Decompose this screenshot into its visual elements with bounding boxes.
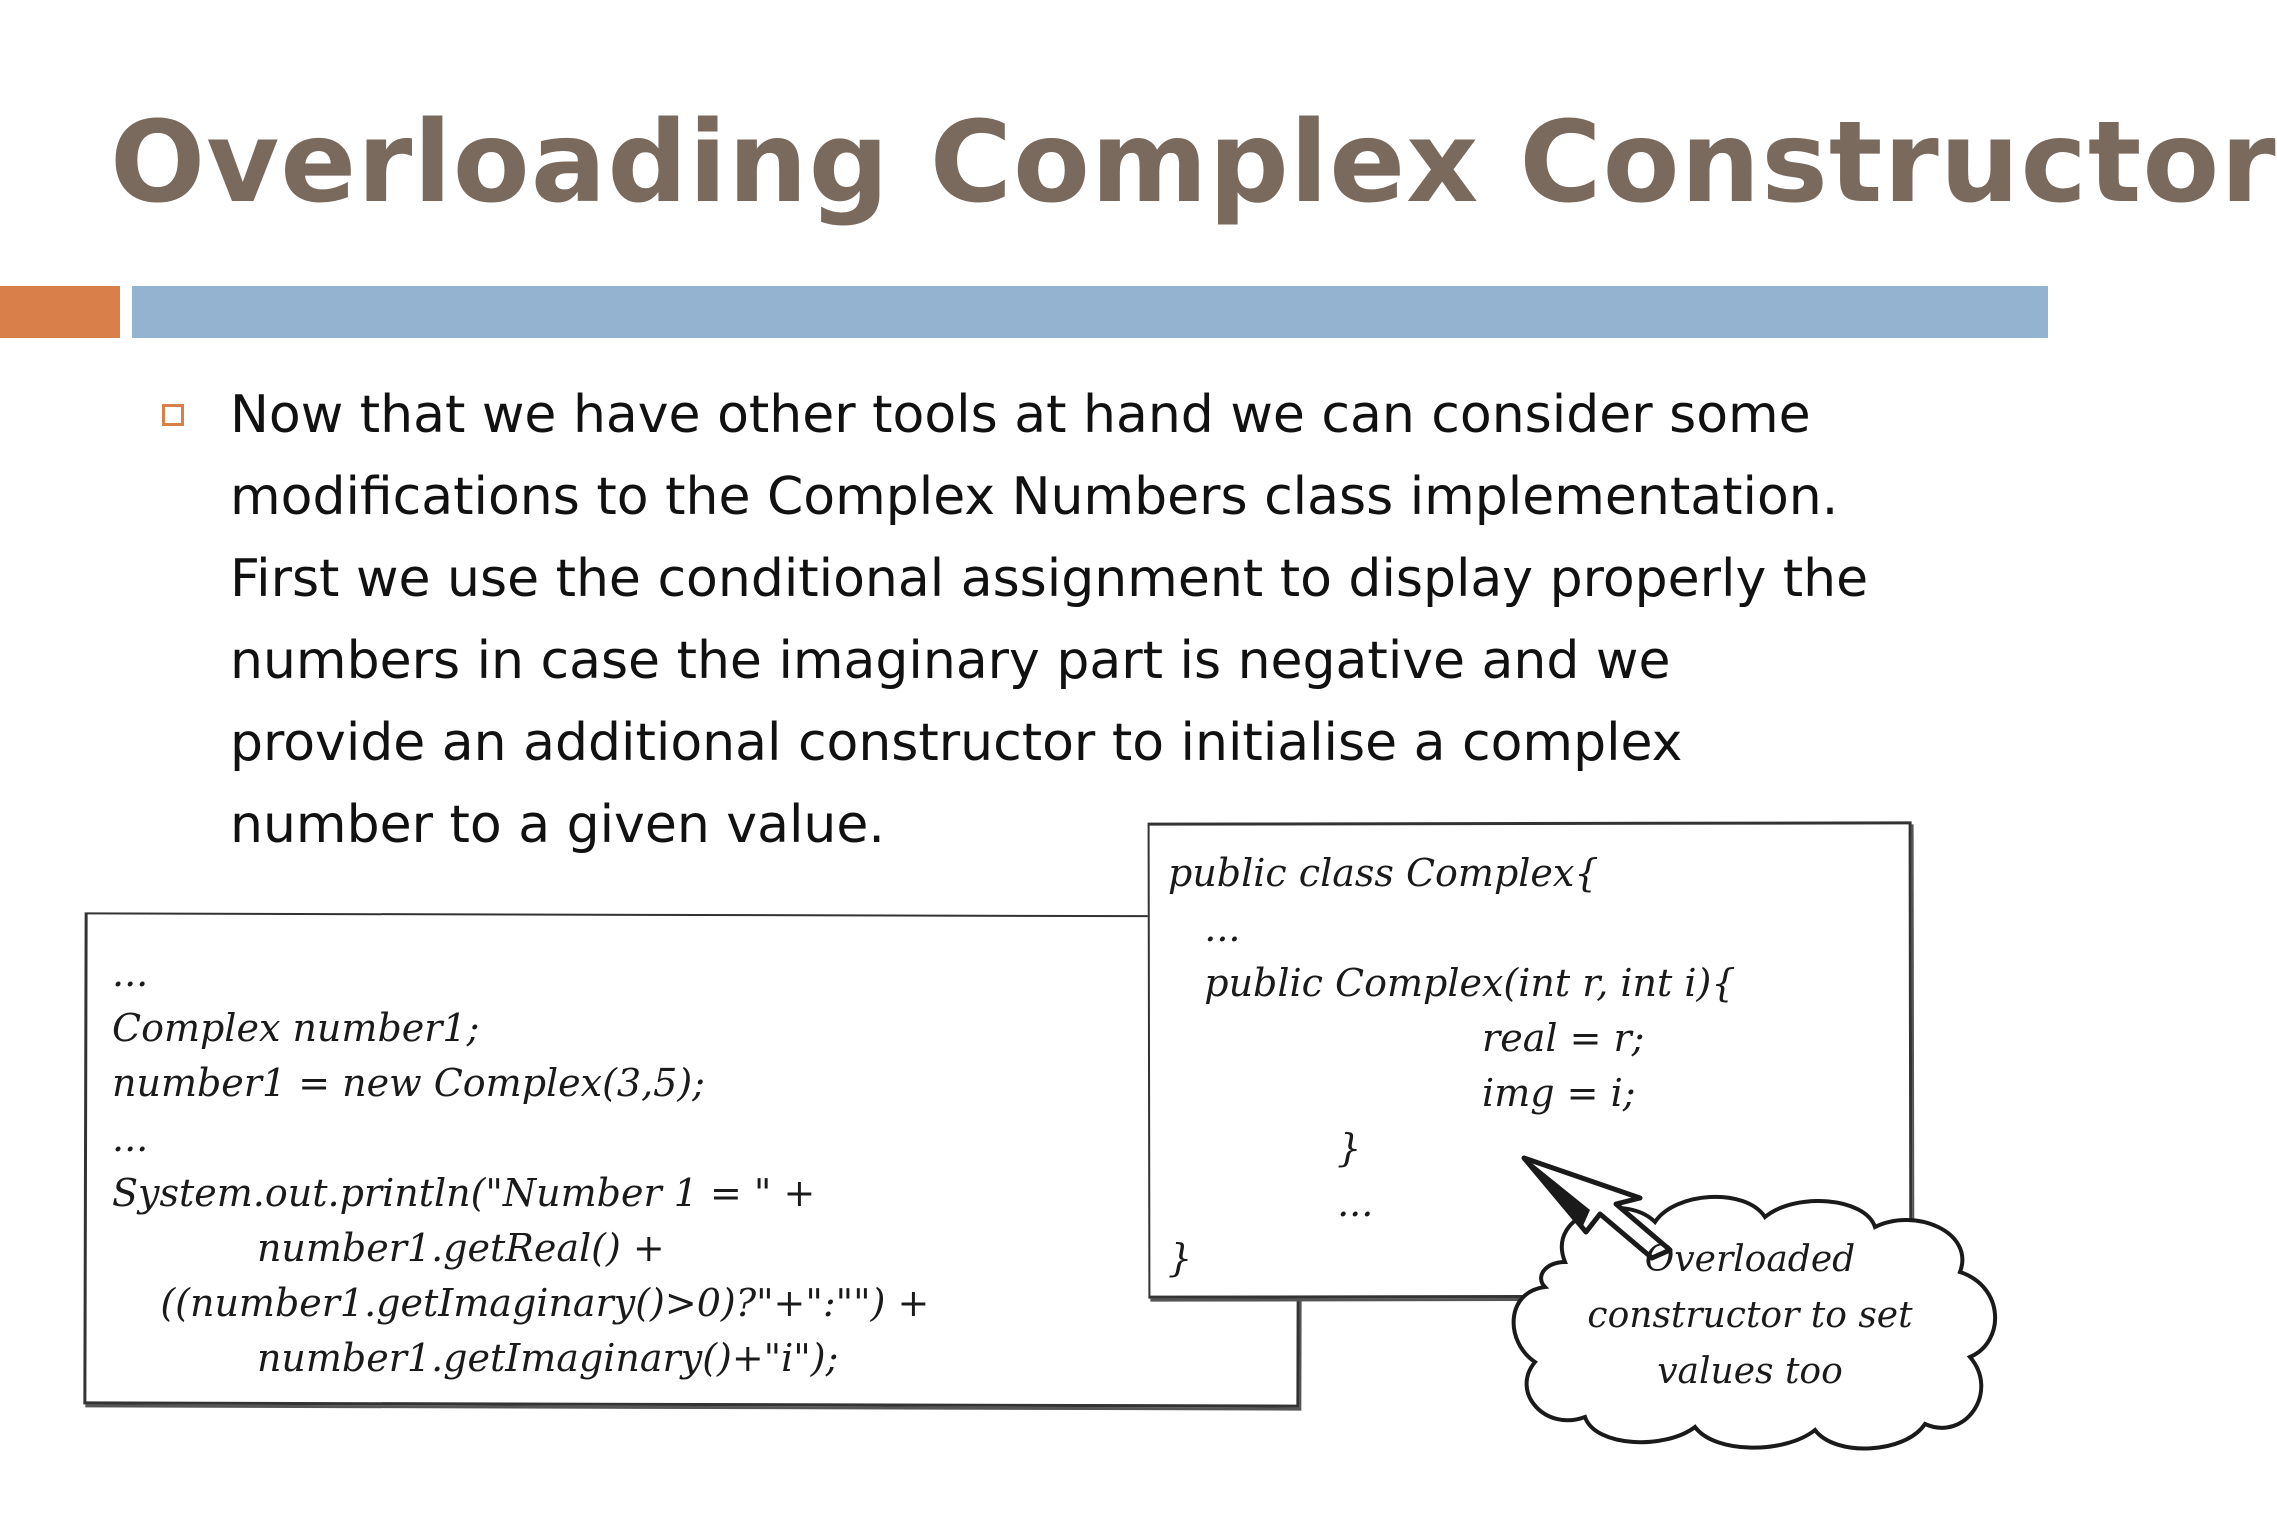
bullet-line: First we use the conditional assignment to display properly the: [230, 549, 1869, 609]
callout-line: Overloaded: [1644, 1239, 1856, 1280]
square-bullet-icon: [162, 404, 184, 426]
usage-code-block: [112, 946, 929, 1386]
code-line: ...: [1168, 1181, 1374, 1225]
code-line: }: [1168, 1126, 1362, 1170]
title-accent-bar: [0, 286, 120, 338]
code-line: img = i;: [1168, 1071, 1636, 1115]
bullet-paragraph: [230, 374, 1930, 866]
code-line: public Complex(int r, int i){: [1168, 961, 1736, 1005]
code-line: number1.getImaginary()+"i");: [112, 1336, 839, 1380]
code-line: }: [1168, 1236, 1193, 1280]
code-line: number1.getReal() +: [112, 1226, 665, 1270]
code-line: ...: [1168, 906, 1241, 950]
title-divider-bar: [132, 286, 2048, 338]
code-line: ...: [112, 951, 149, 995]
code-line: Complex number1;: [112, 1006, 480, 1050]
slide-title: Overloading Complex Constructor: [110, 98, 2277, 228]
bullet-line: Now that we have other tools at hand we can consider some: [230, 385, 1811, 445]
callout-line: values too: [1657, 1351, 1843, 1392]
bullet-line: modifications to the Complex Numbers class implementation.: [230, 467, 1839, 527]
code-line: number1 = new Complex(3,5);: [112, 1061, 705, 1105]
code-line: public class Complex{: [1168, 851, 1599, 895]
code-line: System.out.println("Number 1 = " +: [112, 1171, 816, 1215]
callout-text: [1560, 1232, 1940, 1400]
code-line: real = r;: [1168, 1016, 1645, 1060]
bullet-line: provide an additional constructor to initialise a complex: [230, 713, 1683, 773]
callout-line: constructor to set: [1587, 1295, 1913, 1336]
bullet-line: numbers in case the imaginary part is negative and we: [230, 631, 1671, 691]
bullet-line: number to a given value.: [230, 795, 885, 855]
code-line: ((number1.getImaginary()>0)?"+":"") +: [112, 1281, 930, 1325]
code-line: ...: [112, 1116, 149, 1160]
